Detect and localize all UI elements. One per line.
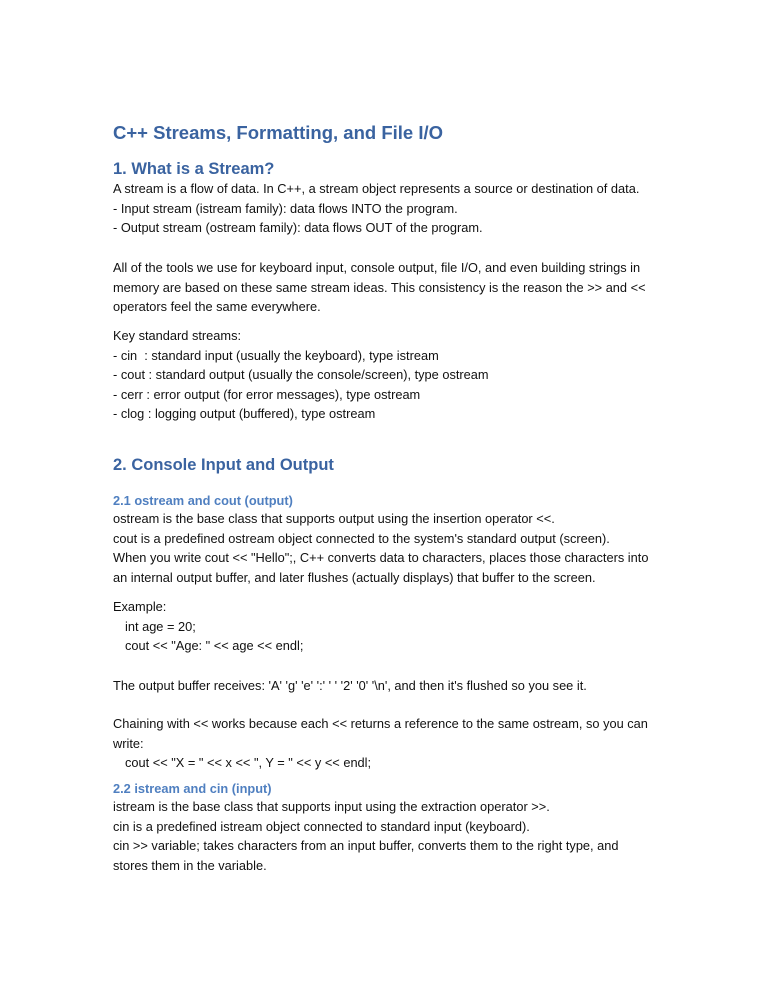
section-2-heading: 2. Console Input and Output [113, 456, 334, 474]
section-1-heading: 1. What is a Stream? [113, 160, 275, 178]
text-line: - Output stream (ostream family): data flows OUT of the program. [113, 220, 483, 235]
subsection-2-1-paragraph [113, 509, 673, 587]
list-item: - cout : standard output (usually the console/screen), type ostream [113, 367, 489, 382]
list-item: - cerr : error output (for error messages), type ostream [113, 386, 421, 402]
text-line: ostream is the base class that supports output using the insertion operator <<. [113, 511, 555, 526]
key-streams-list [113, 326, 673, 424]
text-line: cin >> variable; takes characters from an input buffer, converts them to the right type, and [113, 838, 619, 853]
text-line: cout is a predefined ostream object connected to the system's standard output (screen). [113, 530, 610, 546]
text-line: When you write cout << "Hello";, C++ converts data to characters, places those characters into [113, 550, 649, 565]
chaining-paragraph [113, 714, 673, 773]
text-line: cin is a predefined istream object connected to standard input (keyboard). [113, 818, 530, 834]
subsection-2-2-paragraph [113, 797, 673, 875]
text-line: istream is the base class that supports input using the extraction operator >>. [113, 799, 550, 814]
subsection-2-1-heading: 2.1 ostream and cout (output) [113, 493, 293, 508]
text-line: All of the tools we use for keyboard input, console output, file I/O, and even building strings in [113, 260, 641, 275]
subsection-2-2-heading: 2.2 istream and cin (input) [113, 781, 272, 796]
code-line: cout << "X = " << x << ", Y = " << y << endl; [125, 755, 372, 770]
text-line: - Input stream (istream family): data flows INTO the program. [113, 200, 458, 216]
section-1-intro [113, 179, 673, 238]
text-line: A stream is a flow of data. In C++, a stream object represents a source or destination of data. [113, 181, 640, 196]
text-line: stores them in the variable. [113, 857, 267, 873]
example-label: Example: [113, 599, 167, 614]
example-block [113, 597, 673, 656]
text-line: Key standard streams: [113, 328, 242, 343]
list-item: - cin : standard input (usually the keyboard), type istream [113, 347, 439, 363]
text-line: Chaining with << works because each << returns a reference to the same ostream, so you can [113, 716, 648, 731]
code-line: cout << "Age: " << age << endl; [125, 638, 304, 653]
code-line: int age = 20; [125, 618, 196, 634]
text-line: operators feel the same everywhere. [113, 299, 321, 314]
text-line: an internal output buffer, and later flushes (actually displays) that buffer to the screen. [113, 569, 596, 585]
text-line: memory are based on these same stream ideas. This consistency is the reason the >> and << [113, 279, 646, 295]
list-item: - clog : logging output (buffered), type ostream [113, 406, 376, 421]
text-line: The output buffer receives: 'A' 'g' 'e' ':' ' ' '2' '0' '\n', and then it's flushed so you see it. [113, 678, 587, 693]
section-1-consistency [113, 258, 673, 317]
text-line: write: [113, 735, 144, 751]
buffer-note [113, 676, 673, 696]
document-title: C++ Streams, Formatting, and File I/O [113, 122, 443, 143]
